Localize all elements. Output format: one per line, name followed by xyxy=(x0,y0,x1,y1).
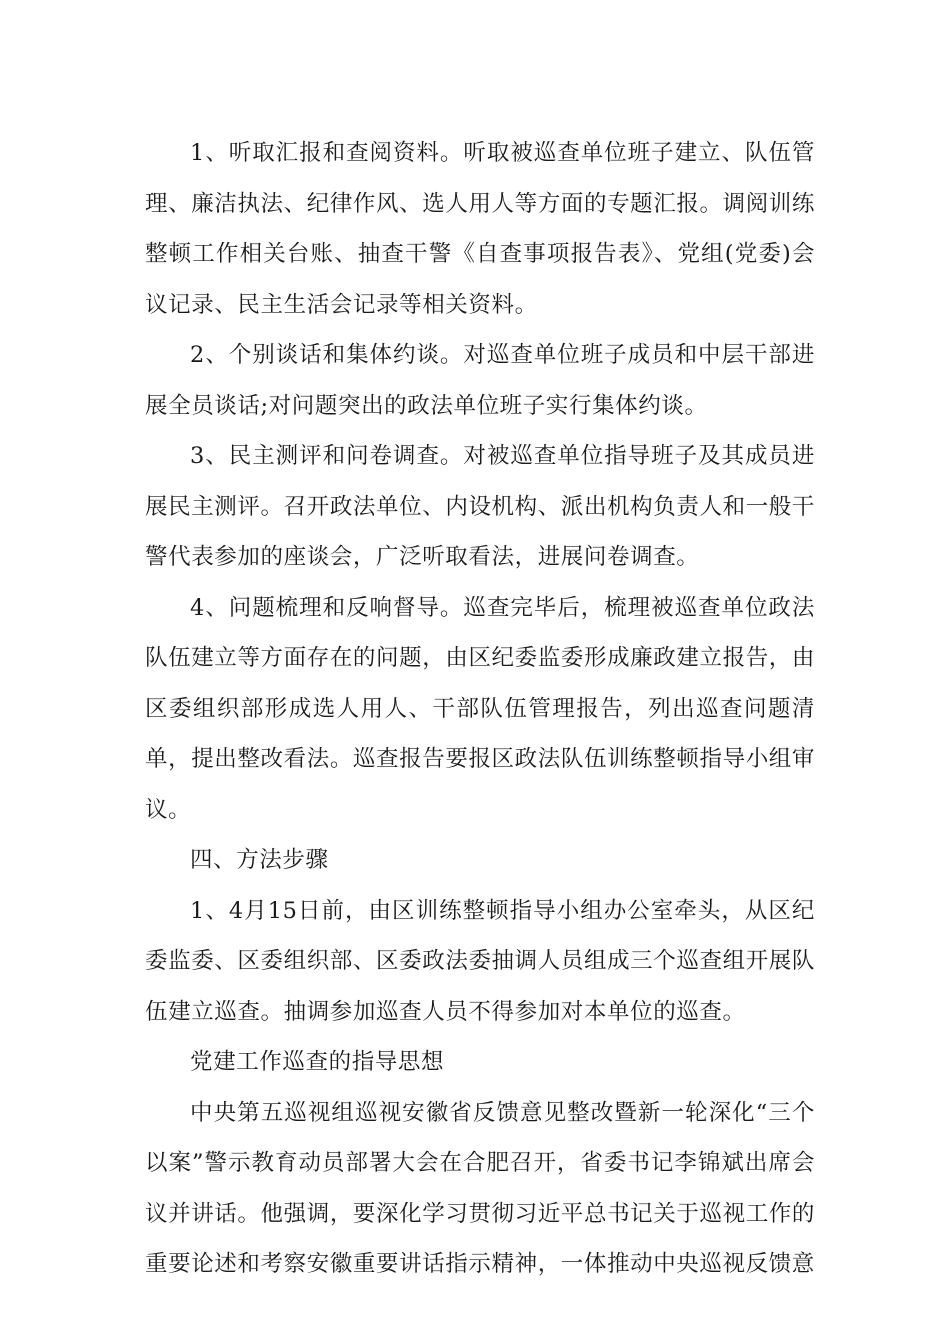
document-body xyxy=(145,128,815,1290)
paragraph-item-2-talks: 2、个别谈话和集体约谈。对巡查单位班子成员和中层干部进展全员谈话;对问题突出的政法单位班子实行集体约谈。 xyxy=(145,342,815,419)
section-heading-guiding-idea: 党建工作巡查的指导思想 xyxy=(190,1049,445,1075)
paragraph-item-3-evaluation: 3、民主测评和问卷调查。对被巡查单位指导班子及其成员进展民主测评。召开政法单位、内设机构、派出机构负责人和一般干警代表参加的座谈会，广泛听取看法，进展问卷调查。 xyxy=(145,443,815,570)
paragraph-item-4-problem-review: 4、问题梳理和反响督导。巡查完毕后，梳理被巡查单位政法队伍建立等方面存在的问题，由区纪委监委形成廉政建立报告，由区委组织部形成选人用人、干部队伍管理报告，列出巡查问题清单，提出整改看法。巡查报告要报区政法队伍训练整顿指导小组审议。 xyxy=(145,594,815,823)
paragraph-item-1-report-review: 1、听取汇报和查阅资料。听取被巡查单位班子建立、队伍管理、廉洁执法、纪律作风、选人用人等方面的专题汇报。调阅训练整顿工作相关台账、抽查干警《自查事项报告表》、党组(党委)会议记录、民主生活会记录等相关资料。 xyxy=(145,140,815,318)
paragraph-central-inspection: 中央第五巡视组巡视安徽省反馈意见整改暨新一轮深化“三个以案”警示教育动员部署大会在合肥召开，省委书记李锦斌出席会议并讲话。他强调，要深化学习贯彻习近平总书记关于巡视工作的重要论述和考察安徽重要讲话指示精神，一体推动中央巡视反馈意 xyxy=(145,1099,815,1277)
paragraph-step-1: 1、4月15日前，由区训练整顿指导小组办公室牵头，从区纪委监委、区委组织部、区委政法委抽调人员组成三个巡查组开展队伍建立巡查。抽调参加巡查人员不得参加对本单位的巡查。 xyxy=(145,897,815,1025)
section-heading-methods: 四、方法步骤 xyxy=(190,847,329,873)
